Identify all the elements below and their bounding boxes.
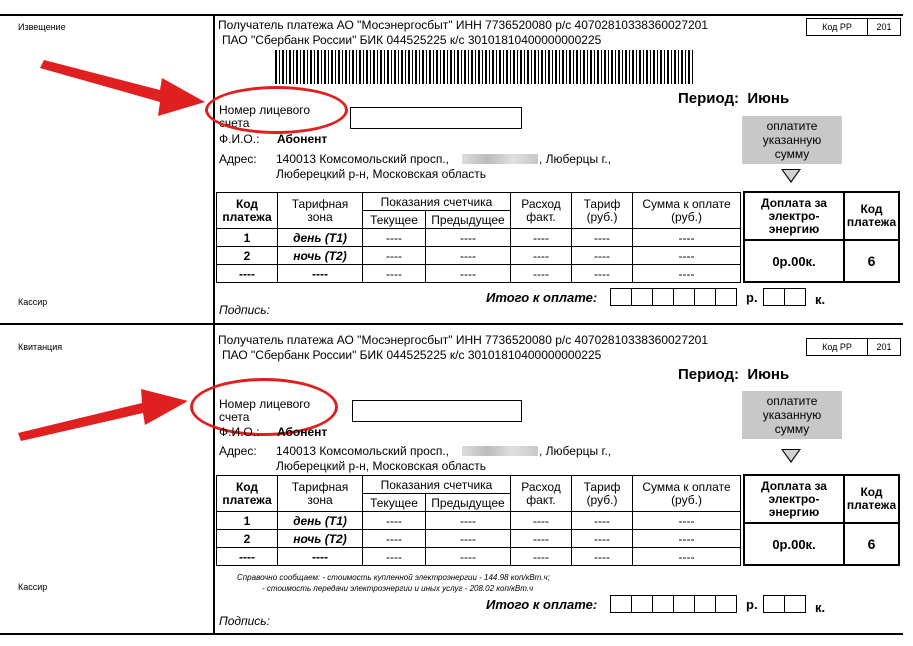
down-arrow-icon (781, 169, 801, 183)
address-line-1a: 140013 Комсомольский просп., (276, 152, 450, 166)
recipient-line-2: ПАО "Сбербанк России" БИК 044525225 к/с 30101810400000000225 (222, 348, 602, 362)
address-line-2: Люберецкий р-н, Московская область (276, 459, 487, 473)
table-row: 2 ночь (Т2) ---- ---- ---- ---- ---- (217, 247, 741, 265)
total-label: Итого к оплате: (486, 597, 598, 612)
account-number-field[interactable] (352, 400, 522, 422)
table-row: 1 день (Т1) ---- ---- ---- ---- ---- (217, 512, 741, 530)
recipient-line-1: Получатель платежа АО "Мосэнергосбыт" ИНН 7736520080 р/с 40702810338360027201 (218, 18, 709, 32)
recipient-line-2: ПАО "Сбербанк России" БИК 044525225 к/с 30101810400000000225 (222, 33, 602, 47)
tariff-table: Код платежа Тарифная зона Показания счетчика Расход факт. Тариф (руб.) Сумма к оплате (руб.) Текущее Предыдущее 1 день (Т1) ---- ---- ---- ---- ---- 2 ночь (Т2) ---- ---- ---- ---- ---- ---- ---- ---- ---- ---- ---- ---- (216, 475, 741, 566)
extra-payment-table: Доплата за электро- энергию Код платежа 0р.00к. 6 (743, 191, 900, 283)
address-line-1b: , Люберцы г., (539, 444, 612, 458)
red-arrow-icon (40, 60, 210, 120)
section-label-notice: Извещение (18, 22, 66, 32)
cashier-label: Кассир (18, 297, 48, 307)
signature-label: Подпись: (219, 614, 270, 628)
barcode (275, 50, 695, 84)
recipient-line-1: Получатель платежа АО "Мосэнергосбыт" ИНН 7736520080 р/с 40702810338360027201 (218, 333, 709, 347)
kop-label: к. (815, 600, 826, 615)
outer-bottom-line (0, 633, 903, 635)
fio-value: Абонент (277, 425, 328, 439)
table-row: ---- ---- ---- ---- ---- ---- ---- (217, 548, 741, 566)
period-label: Период: Июнь (678, 90, 790, 107)
address-label: Адрес: (219, 152, 257, 166)
table-row: 1 день (Т1) ---- ---- ---- ---- ---- (217, 229, 741, 247)
section-divider (0, 323, 903, 325)
signature-label: Подпись: (219, 303, 270, 317)
account-label: Номер лицевого счета (219, 103, 311, 130)
rub-label: р. (746, 290, 758, 305)
total-label: Итого к оплате: (486, 290, 598, 305)
address-blur (462, 446, 538, 456)
total-rub-cells[interactable] (611, 288, 737, 306)
table-row: 2 ночь (Т2) ---- ---- ---- ---- ---- (217, 530, 741, 548)
address-label: Адрес: (219, 444, 257, 458)
table-row: ---- ---- ---- ---- ---- ---- ---- (217, 265, 741, 283)
total-kop-cells[interactable] (764, 595, 806, 613)
account-label: Номер лицевого счета (219, 397, 311, 424)
section-label-receipt: Квитанция (18, 342, 63, 352)
fio-label: Ф.И.О.: (219, 425, 260, 439)
kod-rp-box: Код РР 201 (806, 18, 901, 36)
fio-value: Абонент (277, 132, 328, 146)
kod-rp-box: Код РР 201 (806, 338, 901, 356)
rub-label: р. (746, 597, 758, 612)
extra-payment-table: Доплата за электро- энергию Код платежа 0р.00к. 6 (743, 474, 900, 566)
account-number-field[interactable] (350, 107, 522, 129)
pay-hint-callout: оплатите указанную сумму (742, 116, 842, 164)
reference-note-2: - стоимость передачи электроэнергии и иных услуг - 208.02 коп/кВт.ч (262, 584, 534, 593)
address-blur (462, 154, 538, 164)
down-arrow-icon (781, 449, 801, 463)
tariff-table: Код платежа Тарифная зона Показания счетчика Расход факт. Тариф (руб.) Сумма к оплате (руб.) Текущее Предыдущее 1 день (Т1) ---- ---- ---- ---- ---- 2 ночь (Т2) ---- ---- ---- ---- ---- ---- ---- ---- ---- ---- ---- ---- (216, 192, 741, 283)
red-arrow-icon (18, 385, 193, 445)
outer-top-line (0, 14, 903, 16)
address-line-2: Люберецкий р-н, Московская область (276, 167, 487, 181)
address-line-1b: , Люберцы г., (539, 152, 612, 166)
total-rub-cells[interactable] (611, 595, 737, 613)
cashier-label: Кассир (18, 582, 48, 592)
address-line-1a: 140013 Комсомольский просп., (276, 444, 450, 458)
reference-note-1: Справочно сообщаем: - стоимость купленной электроэнергии - 144.98 коп/кВт.ч; (237, 573, 550, 582)
highlight-oval (205, 86, 348, 134)
period-label: Период: Июнь (678, 366, 790, 383)
pay-hint-callout: оплатите указанную сумму (742, 391, 842, 439)
total-kop-cells[interactable] (764, 288, 806, 306)
kop-label: к. (815, 292, 826, 307)
fio-label: Ф.И.О.: (219, 132, 260, 146)
